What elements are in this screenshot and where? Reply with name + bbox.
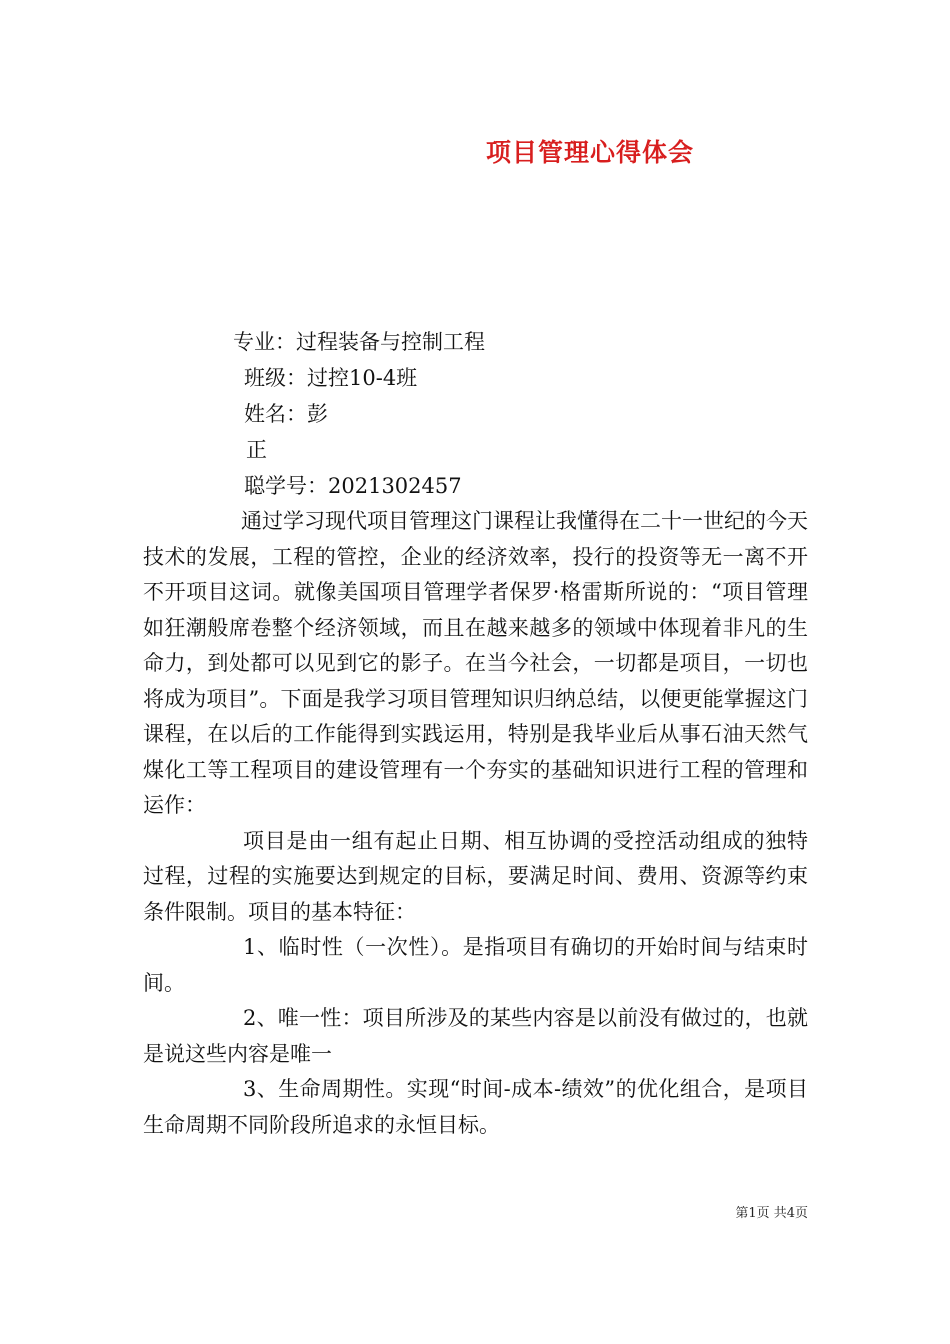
paragraph-feature-2: 2、唯一性：项目所涉及的某些内容是以前没有做过的，也就是说这些内容是唯一 [143, 1006, 808, 1066]
paragraph-intro: 通过学习现代项目管理这门课程让我懂得在二十一世纪的今天技术的发展，工程的管控，企业的经济效率，投行的投资等无一离不开不开项目这词。就像美国项目管理学者保罗·格雷斯所说的：“项目管理如狂潮般席卷整个经济领域，而且在越来越多的领域中体现着非凡的生命力，到处都可以见到它的影子。在当今社会，一切都是项目，一切也将成为项目”。下面是我学习项目管理知识归纳总结，以便更能掌握这门课程，在以后的工作能得到实践运用，特别是我毕业后从事石油天然气煤化工等工程项目的建设管理有一个夯实的基础知识进行工程的管理和运作： [143, 509, 808, 817]
info-class: 班级：过控10-4班 [244, 366, 418, 390]
info-student-id: 聪学号：2021302457 [244, 474, 462, 498]
body-text [143, 504, 808, 1143]
info-major: 专业：过程装备与控制工程 [233, 330, 485, 354]
info-name: 姓名：彭 [244, 402, 328, 426]
paragraph-feature-3: 3、生命周期性。实现“时间-成本-绩效”的优化组合，是项目生命周期不同阶段所追求的永恒目标。 [143, 1077, 808, 1137]
info-name-continued: 正 [246, 438, 267, 462]
paragraph-feature-1: 1、临时性（一次性）。是指项目有确切的开始时间与结束时间。 [143, 935, 808, 995]
paragraph-definition: 项目是由一组有起止日期、相互协调的受控活动组成的独特过程，过程的实施要达到规定的目标，要满足时间、费用、资源等约束条件限制。项目的基本特征： [143, 828, 808, 924]
document-title: 项目管理心得体会 [485, 138, 694, 167]
page-footer: 第1页 共4页 [735, 1206, 808, 1221]
